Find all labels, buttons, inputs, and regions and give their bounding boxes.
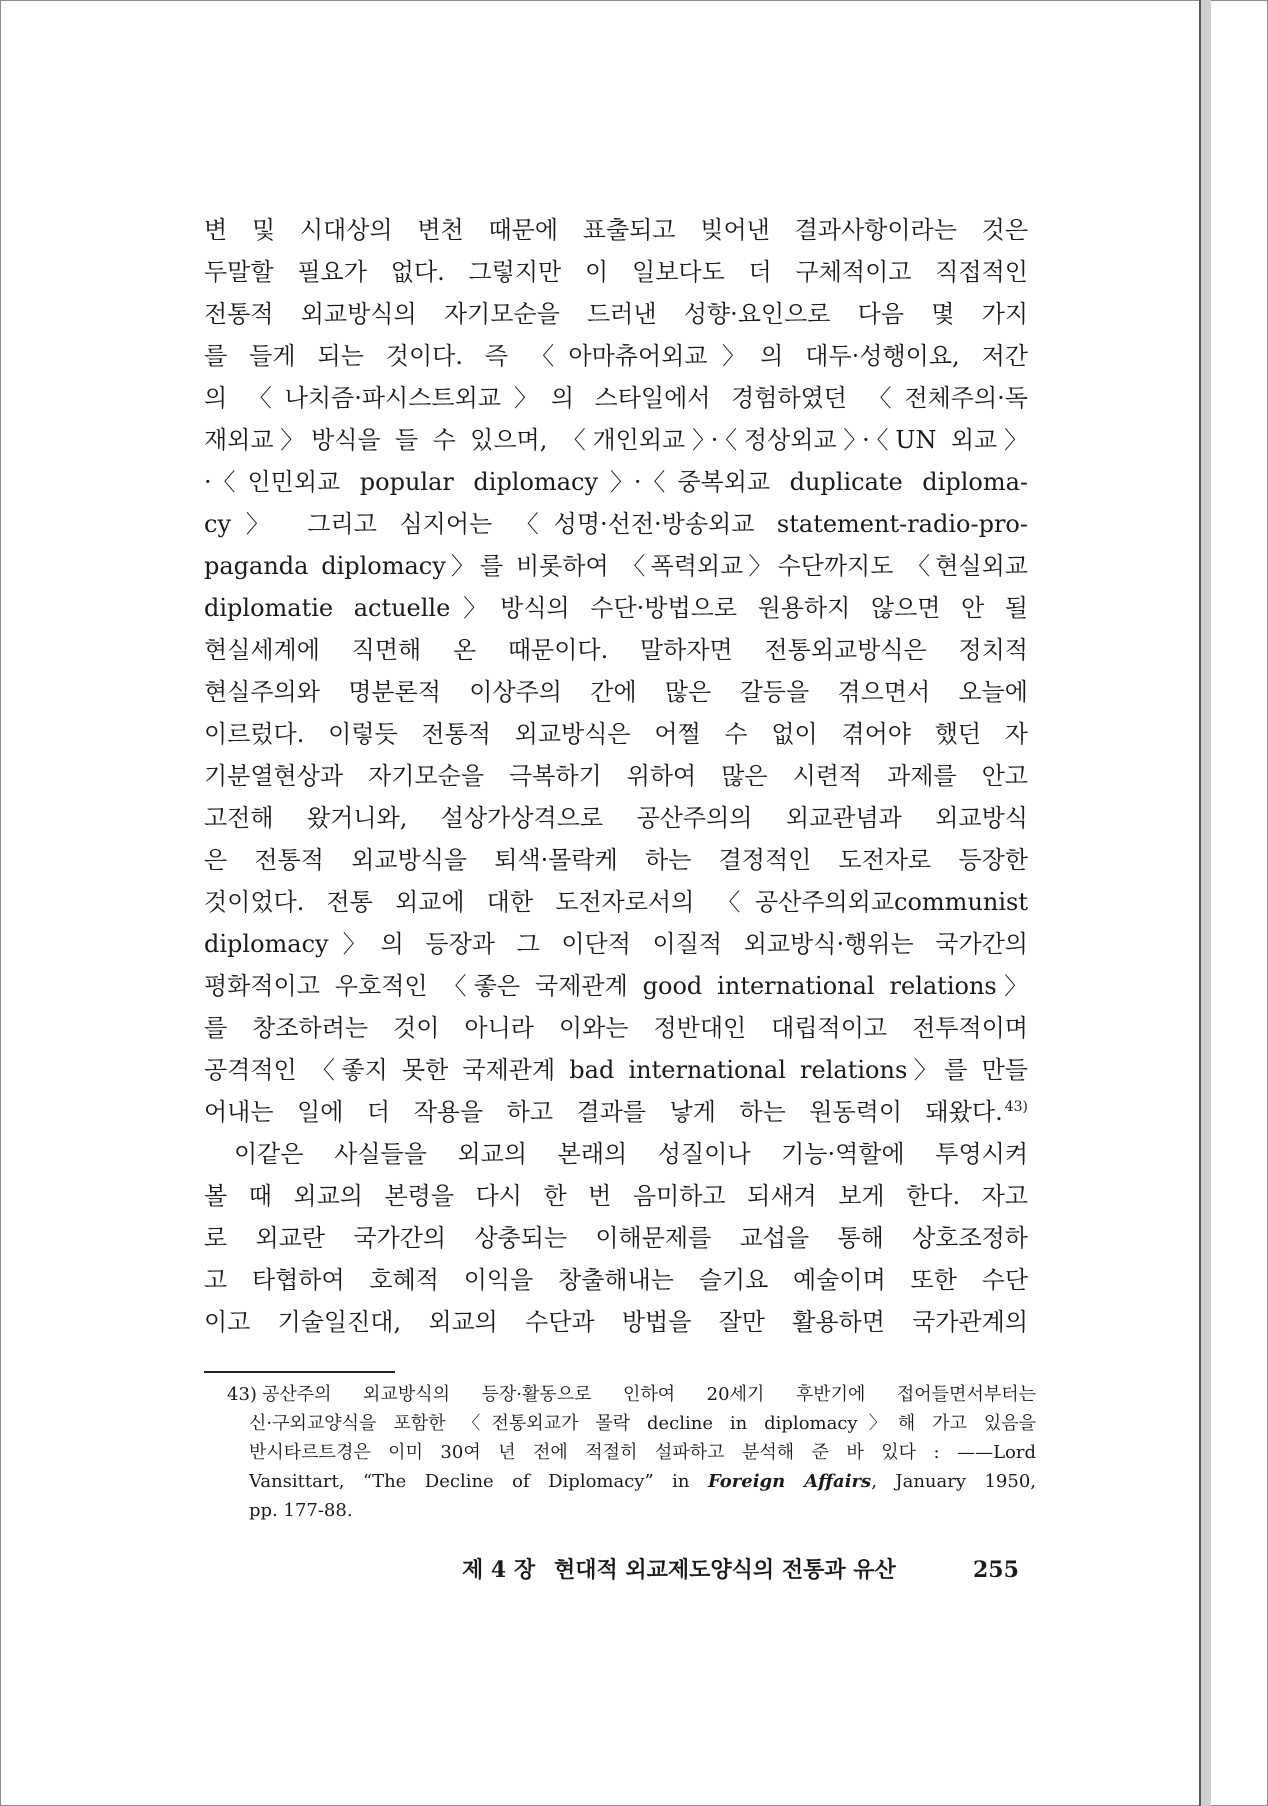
text-line: 현실세계에 직면해 온 때문이다. 말하자면 전통외교방식은 정치적 <box>204 636 1028 664</box>
running-footer-chapter: 제 4 장 <box>462 1557 536 1583</box>
footnote-divider <box>204 1371 395 1373</box>
body-text <box>204 209 1028 1343</box>
text-line: 변 및 시대상의 변천 때문에 표출되고 빚어낸 결과사항이라는 것은 <box>204 216 1028 244</box>
text-line: 를 창조하려는 것이 아니라 이와는 정반대인 대립적이고 전투적이며 <box>204 1014 1028 1042</box>
footnote-line <box>227 1380 1036 1409</box>
text-line: 공격적인 〈좋지 못한 국제관계 bad international relations〉를 만들 <box>204 1056 1028 1084</box>
text-line: 고 타협하여 호혜적 이익을 창출해내는 슬기요 예술이며 또한 수단 <box>204 1266 1028 1294</box>
footnote-line: 반시타르트경은 이미 30여 년 전에 적절히 설파하고 분석해 준 바 있다 : ——Lord <box>249 1442 1036 1463</box>
citation-pages: pp. 177-88. <box>249 1500 353 1521</box>
text-line: ·〈인민외교 popular diplomacy〉·〈중복외교 duplicate diploma- <box>204 468 1028 496</box>
text-line: diplomacy〉의 등장과 그 이단적 이질적 외교방식·행위는 국가간의 <box>204 930 1028 958</box>
text-line: 현실주의와 명분론적 이상주의 간에 많은 갈등을 겪으면서 오늘에 <box>204 678 1028 706</box>
text-line: 볼 때 외교의 본령을 다시 한 번 음미하고 되새겨 보게 한다. 자고 <box>204 1182 1028 1210</box>
text-line: 고전해 왔거니와, 설상가상격으로 공산주의의 외교관념과 외교방식 <box>204 804 1028 832</box>
text-line: paganda diplomacy〉를 비롯하여 〈폭력외교〉수단까지도 〈현실외교 <box>204 552 1028 580</box>
citation-journal: Foreign Affairs <box>707 1471 872 1492</box>
footnote-reference: 43) <box>1004 1099 1028 1115</box>
text-line: 재외교〉방식을 들 수 있으며, 〈개인외교〉·〈정상외교〉·〈UN 외교〉 <box>204 426 1028 454</box>
text-line: 은 전통적 외교방식을 퇴색·몰락케 하는 결정적인 도전자로 등장한 <box>204 846 1028 874</box>
text-line: cy〉 그리고 심지어는 〈성명·선전·방송외교 statement-radio-pro- <box>204 510 1028 538</box>
footnote-line-text: 공산주의 외교방식의 등장·활동으로 인하여 20세기 후반기에 접어들면서부터는 <box>262 1384 1036 1405</box>
text-line: 의 〈나치즘·파시스트외교〉의 스타일에서 경험하였던 〈전체주의·독 <box>204 384 1028 412</box>
footnote-line: 신·구외교양식을 포함한 〈전통외교가 몰락 decline in diplomacy〉해 가고 있음을 <box>249 1413 1036 1434</box>
text-line: 두말할 필요가 없다. 그렇지만 이 일보다도 더 구체적이고 직접적인 <box>204 258 1028 286</box>
text-line: 전통적 외교방식의 자기모순을 드러낸 성향·요인으로 다음 몇 가지 <box>204 300 1028 328</box>
paragraph-first-line: 이같은 사실들을 외교의 본래의 성질이나 기능·역할에 투영시켜 <box>234 1140 1028 1168</box>
citation-author-title: Vansittart, “The Decline of Diplomacy” in <box>249 1471 708 1492</box>
footnote-citation-line <box>249 1467 1036 1496</box>
text-line: 이르렀다. 이렇듯 전통적 외교방식은 어쩔 수 없이 겪어야 했던 자 <box>204 720 1028 748</box>
page-number: 255 <box>973 1557 1019 1583</box>
footnote-number: 43) <box>227 1384 257 1405</box>
text-line: 로 외교란 국가간의 상충되는 이해문제를 교섭을 통해 상호조정하 <box>204 1224 1028 1252</box>
running-footer-title: 현대적 외교제도양식의 전통과 유산 <box>554 1557 896 1583</box>
text-line: diplomatie actuelle〉방식의 수단·방법으로 원용하지 않으면 안 될 <box>204 594 1028 622</box>
citation-date: , January 1950, <box>871 1471 1036 1492</box>
text-line-content: 어내는 일에 더 작용을 하고 결과를 낳게 하는 원동력이 돼왔다. <box>204 1098 1003 1126</box>
text-line: 이고 기술일진대, 외교의 수단과 방법을 잘만 활용하면 국가관계의 <box>204 1308 1028 1336</box>
text-line: 평화적이고 우호적인 〈좋은 국제관계 good international relations〉 <box>204 972 1028 1000</box>
page-edge-shadow <box>1199 0 1211 1806</box>
text-line: 를 들게 되는 것이다. 즉 〈아마츄어외교〉의 대두·성행이요, 저간 <box>204 342 1028 370</box>
footnote <box>227 1380 1036 1525</box>
text-line: 것이었다. 전통 외교에 대한 도전자로서의 〈공산주의외교communist <box>204 888 1028 916</box>
text-line-with-footnote-ref <box>204 1091 1028 1133</box>
text-line: 기분열현상과 자기모순을 극복하기 위하여 많은 시련적 과제를 안고 <box>204 762 1028 790</box>
